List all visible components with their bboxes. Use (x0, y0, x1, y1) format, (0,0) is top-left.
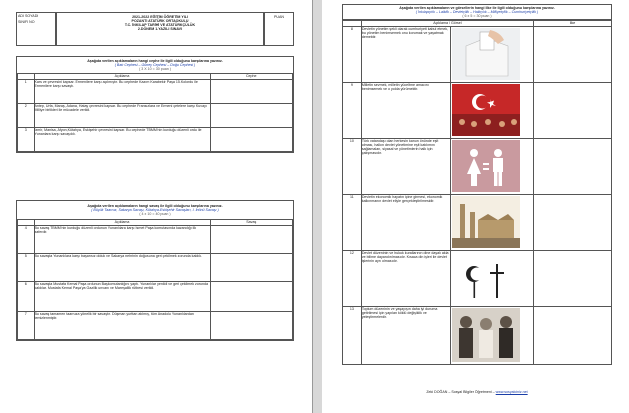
row-number: 11 (343, 194, 362, 250)
s1-col-answer: Cephe (210, 74, 293, 79)
answer-cell[interactable] (533, 26, 611, 82)
row-text: Devlet düzeninin ve hukuk kurallarının dine dayalı akla ve bilime dayandırılmasıdır. Kısaca din işleri ile devlet işlerinin ayrı olmasıdır. (361, 250, 450, 306)
section-2-options: ( Büyük Taarruz, Sakarya Savaşı, Kütahya-Eskişehir Savaşları, I. İnönü Savaşı ) (91, 208, 219, 213)
table-row (343, 138, 612, 194)
section-1-table (17, 73, 293, 151)
left-page (0, 0, 313, 413)
section-2-table (17, 219, 293, 339)
table-row (343, 250, 612, 306)
answer-cell[interactable] (533, 194, 611, 250)
row-number: 7 (18, 311, 35, 339)
table-row (343, 194, 612, 250)
answer-cell[interactable] (210, 225, 293, 253)
row-text: Toplum düzeninin ve yaşayışın daha iyi duruma getirilmesi için yapılan köklü değişiklik ve yeleştirmelerdir. (361, 306, 450, 364)
section-2 (16, 200, 294, 341)
score-box (264, 12, 294, 46)
section-1-title: Aşağıda verilen açıklamaların hangi cephe ile ilgili olduğunu karşılarına yazınız. (87, 59, 223, 63)
equality-icon (452, 140, 520, 192)
section-1-header (17, 57, 293, 73)
answer-cell[interactable] (533, 250, 611, 306)
table-row (343, 26, 612, 82)
table-row (18, 225, 293, 253)
row-text: İzmir, Manisa, Afyon,Kütahya, Eskişehir çevresini kapsar. Bu cephede TBMM'nin kurduğu düzenli ordu ile Yunanlara karşı savaşıldı. (34, 127, 210, 151)
row-text: Antep, Urfa, Maraş, Adana, Hatay çevresini kapsar. Bu cephede Fransızlara ve Ermeni çetelere karşı Kuvayı Milliye birlikleri ile mücadele verildi. (34, 103, 210, 127)
answer-cell[interactable] (210, 253, 293, 281)
row-text: Devletin yönetim şekli olarak cumhuriyeti kabul etmek, bu yönetim benimsemek onu korumak ve yaşatmak demektir. (361, 26, 450, 82)
answer-cell[interactable] (210, 127, 293, 151)
section-3-options: ( İnkılapçılık – Laiklik – Devletçilik – Halkçılık – Milliyetçilik – Cumhuriyetçilik ) (415, 10, 539, 15)
table-row (18, 103, 293, 127)
section-3-title: Aşağıda verilen açıklamaların ve görsellerin hangi ilke ile ilgili olduğunu karşılarına yazınız. (399, 6, 555, 10)
table-row (18, 127, 293, 151)
image-cell (450, 26, 533, 82)
image-cell (450, 250, 533, 306)
row-number: 13 (343, 306, 362, 364)
answer-cell[interactable] (210, 311, 293, 339)
row-text: Devletin ekonomik hayatın içine girmesi, ekonomik kalkınmanın devlet eliyle gerçekleştirilmesidir. (361, 194, 450, 250)
right-page (322, 0, 629, 413)
section-1-points: ( 3 X 10 = 30 puan ) (139, 67, 171, 72)
title-line-4: 2.DÖNEM 1.YAZILI SINAVI (137, 27, 183, 32)
section-3-points: ( 6 x 5 = 30 puan ) (462, 14, 492, 19)
answer-cell[interactable] (533, 306, 611, 364)
answer-cell[interactable] (533, 138, 611, 194)
name-label: ADI SOYADI (18, 14, 39, 18)
row-number: 4 (18, 225, 35, 253)
section-2-header (17, 201, 293, 219)
footer-author: Zeki DOĞAN – Sosyal Bilgiler Öğretmeni – (426, 390, 496, 394)
answer-cell[interactable] (210, 281, 293, 311)
crowd-photo-icon (452, 308, 520, 362)
row-number: 12 (343, 250, 362, 306)
title-line-1: 2021-2022 EĞİTİM ÖĞRETİM YILI (132, 15, 188, 19)
row-text: Bu savaşta Mustafa Kemal Paşa ordunun Başkomutanlığını yaptı. Yunanlılar yenildi ve geri çekilmek zorunda kaldılar. Mustafa Kemal Paşa'ya Gazilik unvanı ve Mareşallik rütbesi verildi. (34, 281, 210, 311)
answer-cell[interactable] (210, 103, 293, 127)
image-cell (450, 138, 533, 194)
row-text: Bu savaş tamamen taarruza yönelik bir savaştır. Düşman yurttan atılmış, tüm Anadolu Yunanlılardan temizlenmiştir. (34, 311, 210, 339)
section-2-title: Aşağıda verilen açıklamaların hangi savaş ile ilgili olduğunu karşılarına yazınız. (87, 204, 223, 208)
s3-col-desc: Açıklama / Görsel (361, 21, 533, 26)
s2-col-desc: Açıklama (34, 220, 210, 225)
row-text: Bu savaşta Yunanlılara karşı başarısız olduk ve Sakarya nehrinin doğusuna geri çekilmek zorunda kaldık. (34, 253, 210, 281)
table-row (18, 79, 293, 103)
row-number: 1 (18, 79, 35, 103)
row-text: Türk vatandaşı olan herkesin kanun önünde eşit olması, halkın devlet yönetimine eşit katılımını sağlamaları, siyasal ve yönetimlerin halk için çalışmasıdır. (361, 138, 450, 194)
table-row (343, 82, 612, 138)
table-row (18, 253, 293, 281)
table-row (18, 281, 293, 311)
s2-col-answer: Savaş (210, 220, 293, 225)
section-2-points: ( 4 x 10 = 40 puan ) (139, 212, 171, 217)
student-info-box (16, 12, 56, 46)
exam-title-box (56, 12, 264, 46)
row-number: 8 (343, 26, 362, 82)
title-line-3: T.C. İNKILAP TARİHİ VE ATATÜRKÇÜLÜK (124, 23, 196, 28)
section-1 (16, 56, 294, 153)
image-cell (450, 306, 533, 364)
s3-col-answer: İlke (533, 21, 611, 26)
answer-cell[interactable] (533, 82, 611, 138)
class-label: SINIFI NO (18, 20, 35, 25)
title-line-2: POZANTI ATATÜRK ORTAOKULU (131, 19, 189, 24)
footer (342, 390, 612, 394)
score-label: PUAN (274, 15, 284, 19)
image-cell (450, 82, 533, 138)
row-number: 3 (18, 127, 35, 151)
row-number: 6 (18, 281, 35, 311)
answer-cell[interactable] (210, 79, 293, 103)
image-cell (450, 194, 533, 250)
section-3 (342, 4, 612, 365)
row-text: Milletin sevmek, milletin yüceltme amacını benimsemek ve o yolda yürümektir. (361, 82, 450, 138)
row-number: 10 (343, 138, 362, 194)
section-3-header (342, 4, 612, 20)
table-row (343, 306, 612, 364)
flag-crowd-icon (452, 84, 520, 136)
row-number: 2 (18, 103, 35, 127)
footer-link[interactable]: www.sosyalciniz.net (495, 390, 528, 394)
ballot-box-icon (452, 28, 520, 80)
s1-col-desc: Açıklama (34, 74, 210, 79)
row-text: Kars ve çevresini kapsar. Ermenilere karşı açılmıştır. Bu cephede Kazım Karabekir Paşa 15.Kolordu ile Ermenilere karşı savaştı. (34, 79, 210, 103)
table-row (18, 311, 293, 339)
factory-icon (452, 196, 520, 248)
row-text: Bu savaş TBMM'nin kurduğu düzenli ordunun Yunanlılara karşı İsmet Paşa komutasında kazandığı ilk zaferdir. (34, 225, 210, 253)
section-3-table (342, 20, 612, 364)
religion-symbols-icon (452, 252, 520, 304)
section-1-options: ( Batı Cephesi – Güney Cephesi – Doğu Cephesi ) (114, 63, 196, 68)
row-number: 5 (18, 253, 35, 281)
row-number: 9 (343, 82, 362, 138)
